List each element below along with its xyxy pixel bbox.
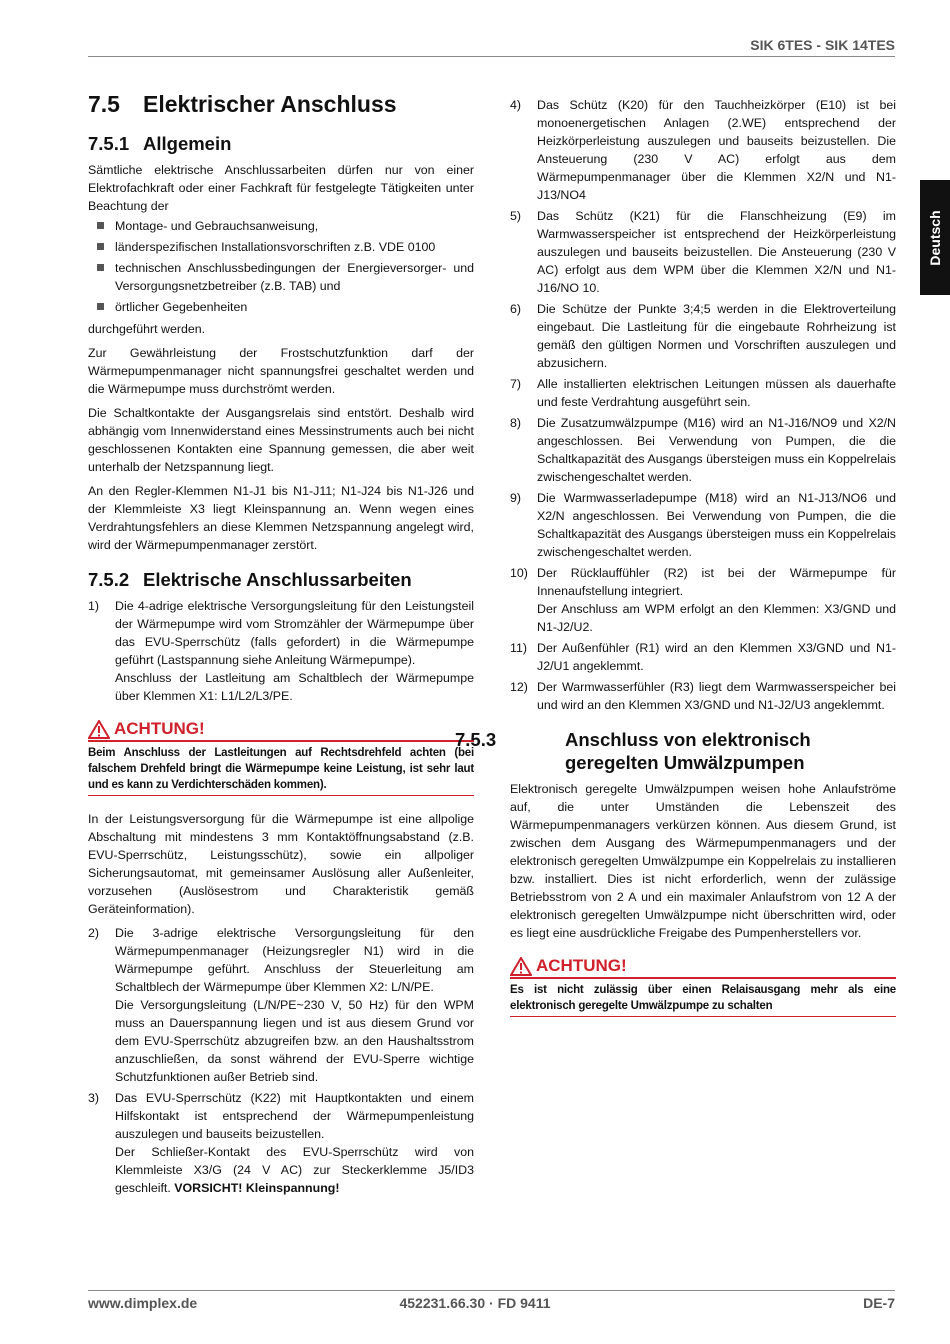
list-item: 9) Die Warmwasserladepumpe (M18) wird an N1-J13/NO6 und X2/N angeschlossen. Bei Verwendung von Pumpen, die die Schaltkapazität des Ausgangs übersteigen muss ein Koppelrelais zwischengeschaltet werden.: [510, 491, 896, 559]
warning-box: [88, 719, 474, 796]
section-number: 7.5: [88, 91, 120, 117]
footer-page-number: DE-7: [863, 1295, 895, 1311]
paragraph: An den Regler-Klemmen N1-J1 bis N1-J11; N1-J24 bis N1-J26 und der Klemmleiste X3 liegt Kleinspannung an. Wenn wegen eines Verdrahtungsfehlers an diese Klemmen Netzspannung angelegt wird, wird der Wärmepumpenmanager zerstört.: [88, 484, 474, 552]
list-item: Montage- und Gebrauchsanweisung,: [88, 217, 474, 235]
item-number: 3): [88, 1091, 100, 1105]
header-title: SIK 6TES - SIK 14TES: [750, 37, 895, 53]
subsection-number: 7.5.3: [455, 729, 497, 750]
warning-heading: [88, 719, 474, 742]
footer-rule: [88, 1290, 895, 1291]
subsection-heading-751: [88, 132, 474, 155]
right-column: [455, 96, 896, 1031]
warning-triangle-icon: [510, 957, 532, 976]
item-text: Das EVU-Sperrschütz (K22) mit Hauptkontakten und einem Hilfskontakt ist entsprechend der Wärmepumpenleistung auszulegen und bauseits beizustellen.: [115, 1091, 474, 1141]
warning-label: ACHTUNG!: [114, 719, 205, 738]
list-item: [88, 924, 474, 1086]
bullet-list: [88, 217, 474, 316]
item-text: Anschluss der Lastleitung am Schaltblech der Wärmepumpe über Klemmen X1: L1/L2/L3/PE.: [115, 671, 474, 703]
paragraph: durchgeführt werden.: [88, 322, 206, 336]
header-rule: [88, 56, 895, 57]
warning-label: ACHTUNG!: [536, 956, 627, 975]
square-bullet-icon: [97, 303, 104, 310]
list-item: [88, 597, 474, 705]
subsection-heading-752: [88, 568, 474, 591]
square-bullet-icon: [97, 264, 104, 271]
left-column: [88, 90, 474, 1200]
item-text: Die 3-adrige elektrische Versorgungsleitung für den Wärmepumpenmanager (Heizungsregler N1) wird in die Wärmepumpe geführt. Anschluss der Steuerleitung am Schaltblech der Wärmepumpe über Klemmen X2: L/N/PE.: [115, 926, 474, 994]
footer-document-number: 452231.66.30 · FD 9411: [399, 1295, 551, 1311]
caution-text: VORSICHT! Kleinspannung!: [174, 1181, 340, 1195]
numbered-list: [88, 597, 474, 705]
numbered-list: [510, 96, 896, 714]
language-tab-label: Deutsch: [927, 209, 943, 266]
warning-text: Beim Anschluss der Lastleitungen auf Rechtsdrehfeld achten (bei falschem Drehfeld bringt die Wärmepumpe keine Leistung, ist sehr laut und es kann zu Verdichterschäden kommen).: [88, 742, 474, 796]
subsection-title: Allgemein: [143, 133, 232, 154]
item-number: 2): [88, 926, 100, 940]
square-bullet-icon: [97, 243, 104, 250]
list-item: 8) Die Zusatzumwälzpumpe (M16) wird an N1-J16/NO9 und X2/N angeschlossen. Bei Verwendung von Pumpen, die die Schaltkapazität des Ausgangs übersteigen muss ein Koppelrelais zwischengeschaltet werden.: [510, 416, 896, 484]
square-bullet-icon: [97, 222, 104, 229]
item-text: Die Versorgungsleitung (L/N/PE~230 V, 50 Hz) für den WPM muss an Dauerspannung liegen und ist aus diesem Grund vor dem EVU-Sperrschütz abzugreifen bzw. an den Haushaltsstrom anzuschließen, da sonst während der EVU-Sperre wichtige Schutzfunktionen außer Betrieb sind.: [115, 998, 474, 1084]
paragraph: Die Schaltkontakte der Ausgangsrelais sind entstört. Deshalb wird abhängig vom Innenwiderstand eines Messinstruments auch bei nicht geschlossenen Kontakten eine Spannung gemessen, die aber weit unterhalb der Netzspannung liegt.: [88, 406, 474, 474]
subsection-number: 7.5.2: [88, 569, 130, 590]
list-item: 4) Das Schütz (K20) für den Tauchheizkörper (E10) ist bei monoenergetischen Anlagen (2.WE) entsprechend der Heizkörperleistung auszulegen und bauseits beizustellen. Die Ansteuerung (230 V AC) erfolgt aus dem Wärmepumpenmanager über die Klemmen X2/N und N1-J13/NO4: [510, 98, 896, 202]
paragraph: Zur Gewährleistung der Frostschutzfunktion darf der Wärmepumpenmanager nicht spannungsfrei geschaltet werden und die Wärmepumpe muss durchströmt werden.: [88, 346, 474, 396]
language-side-tab: [920, 180, 950, 295]
warning-triangle-icon: [88, 720, 110, 739]
item-number: 1): [88, 599, 100, 613]
paragraph: In der Leistungsversorgung für die Wärmepumpe ist eine allpolige Abschaltung mit mindestens 3 mm Kontaktöffnungsabstand (z.B. EVU-Sperrschütz, Leistungsschütz), sowie ein allpoliger Sicherungsautomat, mit gemeinsamer Auslösung aller Außenleiter, vorzusehen (Auslösestrom und Charakteristik gemäß Geräteinformation).: [88, 812, 474, 916]
list-item: 11) Der Außenfühler (R1) wird an den Klemmen X3/GND und N1-J2/U1 angeklemmt.: [510, 641, 896, 673]
subsection-title: Elektrische Anschlussarbeiten: [143, 569, 412, 590]
list-item: länderspezifischen Installationsvorschriften z.B. VDE 0100: [88, 238, 474, 256]
warning-heading: [510, 956, 896, 979]
paragraph: Sämtliche elektrische Anschlussarbeiten dürfen nur von einer Elektrofachkraft oder einer Fachkraft für festgelegte Tätigkeiten unter Beachtung der: [88, 163, 474, 213]
warning-box: [510, 956, 896, 1017]
subsection-number: 7.5.1: [88, 133, 130, 154]
subsection-heading-753: [455, 728, 896, 774]
list-item: 5) Das Schütz (K21) für die Flanschheizung (E9) im Warmwasserspeicher ist entsprechend der Heizkörperleistung auszulegen und bauseits beizustellen. Die Ansteuerung (230 V AC) erfolgt aus dem WPM über die Klemmen X2/N und N1-J16/NO 10.: [510, 209, 896, 295]
list-item: 10) Der Rücklauffühler (R2) ist bei der Wärmepumpe für Innenaufstellung integriert. Der Anschluss am WPM erfolgt an den Klemmen: X3/GND und N1-J2/U2.: [510, 566, 896, 634]
list-item: örtlicher Gegebenheiten: [88, 298, 474, 316]
section-heading: [88, 90, 474, 118]
subsection-title: Anschluss von elektronisch geregelten Umwälzpumpen: [565, 729, 811, 773]
list-item: [88, 1089, 474, 1197]
section-title: Elektrischer Anschluss: [143, 91, 397, 117]
list-item: 6) Die Schütze der Punkte 3;4;5 werden in die Elektroverteilung eingebaut. Die Lastleitung für die eingebaute Rohrheizung ist gemäß den gültigen Normen und Vorschriften auszulegen und abzusichern.: [510, 302, 896, 370]
item-text: Der Schließer-Kontakt des EVU-Sperrschütz wird von Klemmleiste X3/G (24 V AC) zur Steckerklemme J5/ID3 geschleift. VORSICHT! Kleinspannung!: [115, 1145, 474, 1195]
list-item: technischen Anschlussbedingungen der Energieversorger- und Versorgungsnetzbetreiber (z.B. TAB) und: [88, 259, 474, 295]
footer-url: www.dimplex.de: [88, 1295, 198, 1311]
paragraph: Elektronisch geregelte Umwälzpumpen weisen hohe Anlaufströme auf, die unter Umständen die Lebenszeit des Wärmepumpenmanagers verkürzen können. Aus diesem Grund, ist zwischen dem Ausgang des Wärmepumpenmanagers und der elektronisch geregelten Umwälzpumpe ein Koppelrelais zu installieren bzw. installiert. Dies ist nicht erforderlich, wenn der zulässige Betriebsstrom von 2 A und ein maximaler Anlaufstrom von 12 A der elektronisch geregelten Umwälzpumpe nicht überschritten wird, oder es liegt eine ausdrückliche Freigabe des Pumpenherstellers vor.: [510, 782, 896, 940]
warning-text: Es ist nicht zulässig über einen Relaisausgang mehr als eine elektronisch geregelte Umwälzpumpe zu schalten: [510, 979, 896, 1017]
list-item: 7) Alle installierten elektrischen Leitungen müssen als dauerhafte und feste Verdrahtung ausgeführt sein.: [510, 377, 896, 409]
list-item: 12) Der Warmwasserfühler (R3) liegt dem Warmwasserspeicher bei und wird an den Klemmen X3/GND und N1-J2/U3 angeklemmt.: [510, 680, 896, 712]
item-text: Die 4-adrige elektrische Versorgungsleitung für den Leistungsteil der Wärmepumpe wird vom Stromzähler der Wärmepumpe über das EVU-Sperrschütz (falls gefordert) in die Wärmepumpe geführt (Lastspannung siehe Anleitung Wärmepumpe).: [115, 599, 474, 667]
numbered-list: [88, 924, 474, 1197]
